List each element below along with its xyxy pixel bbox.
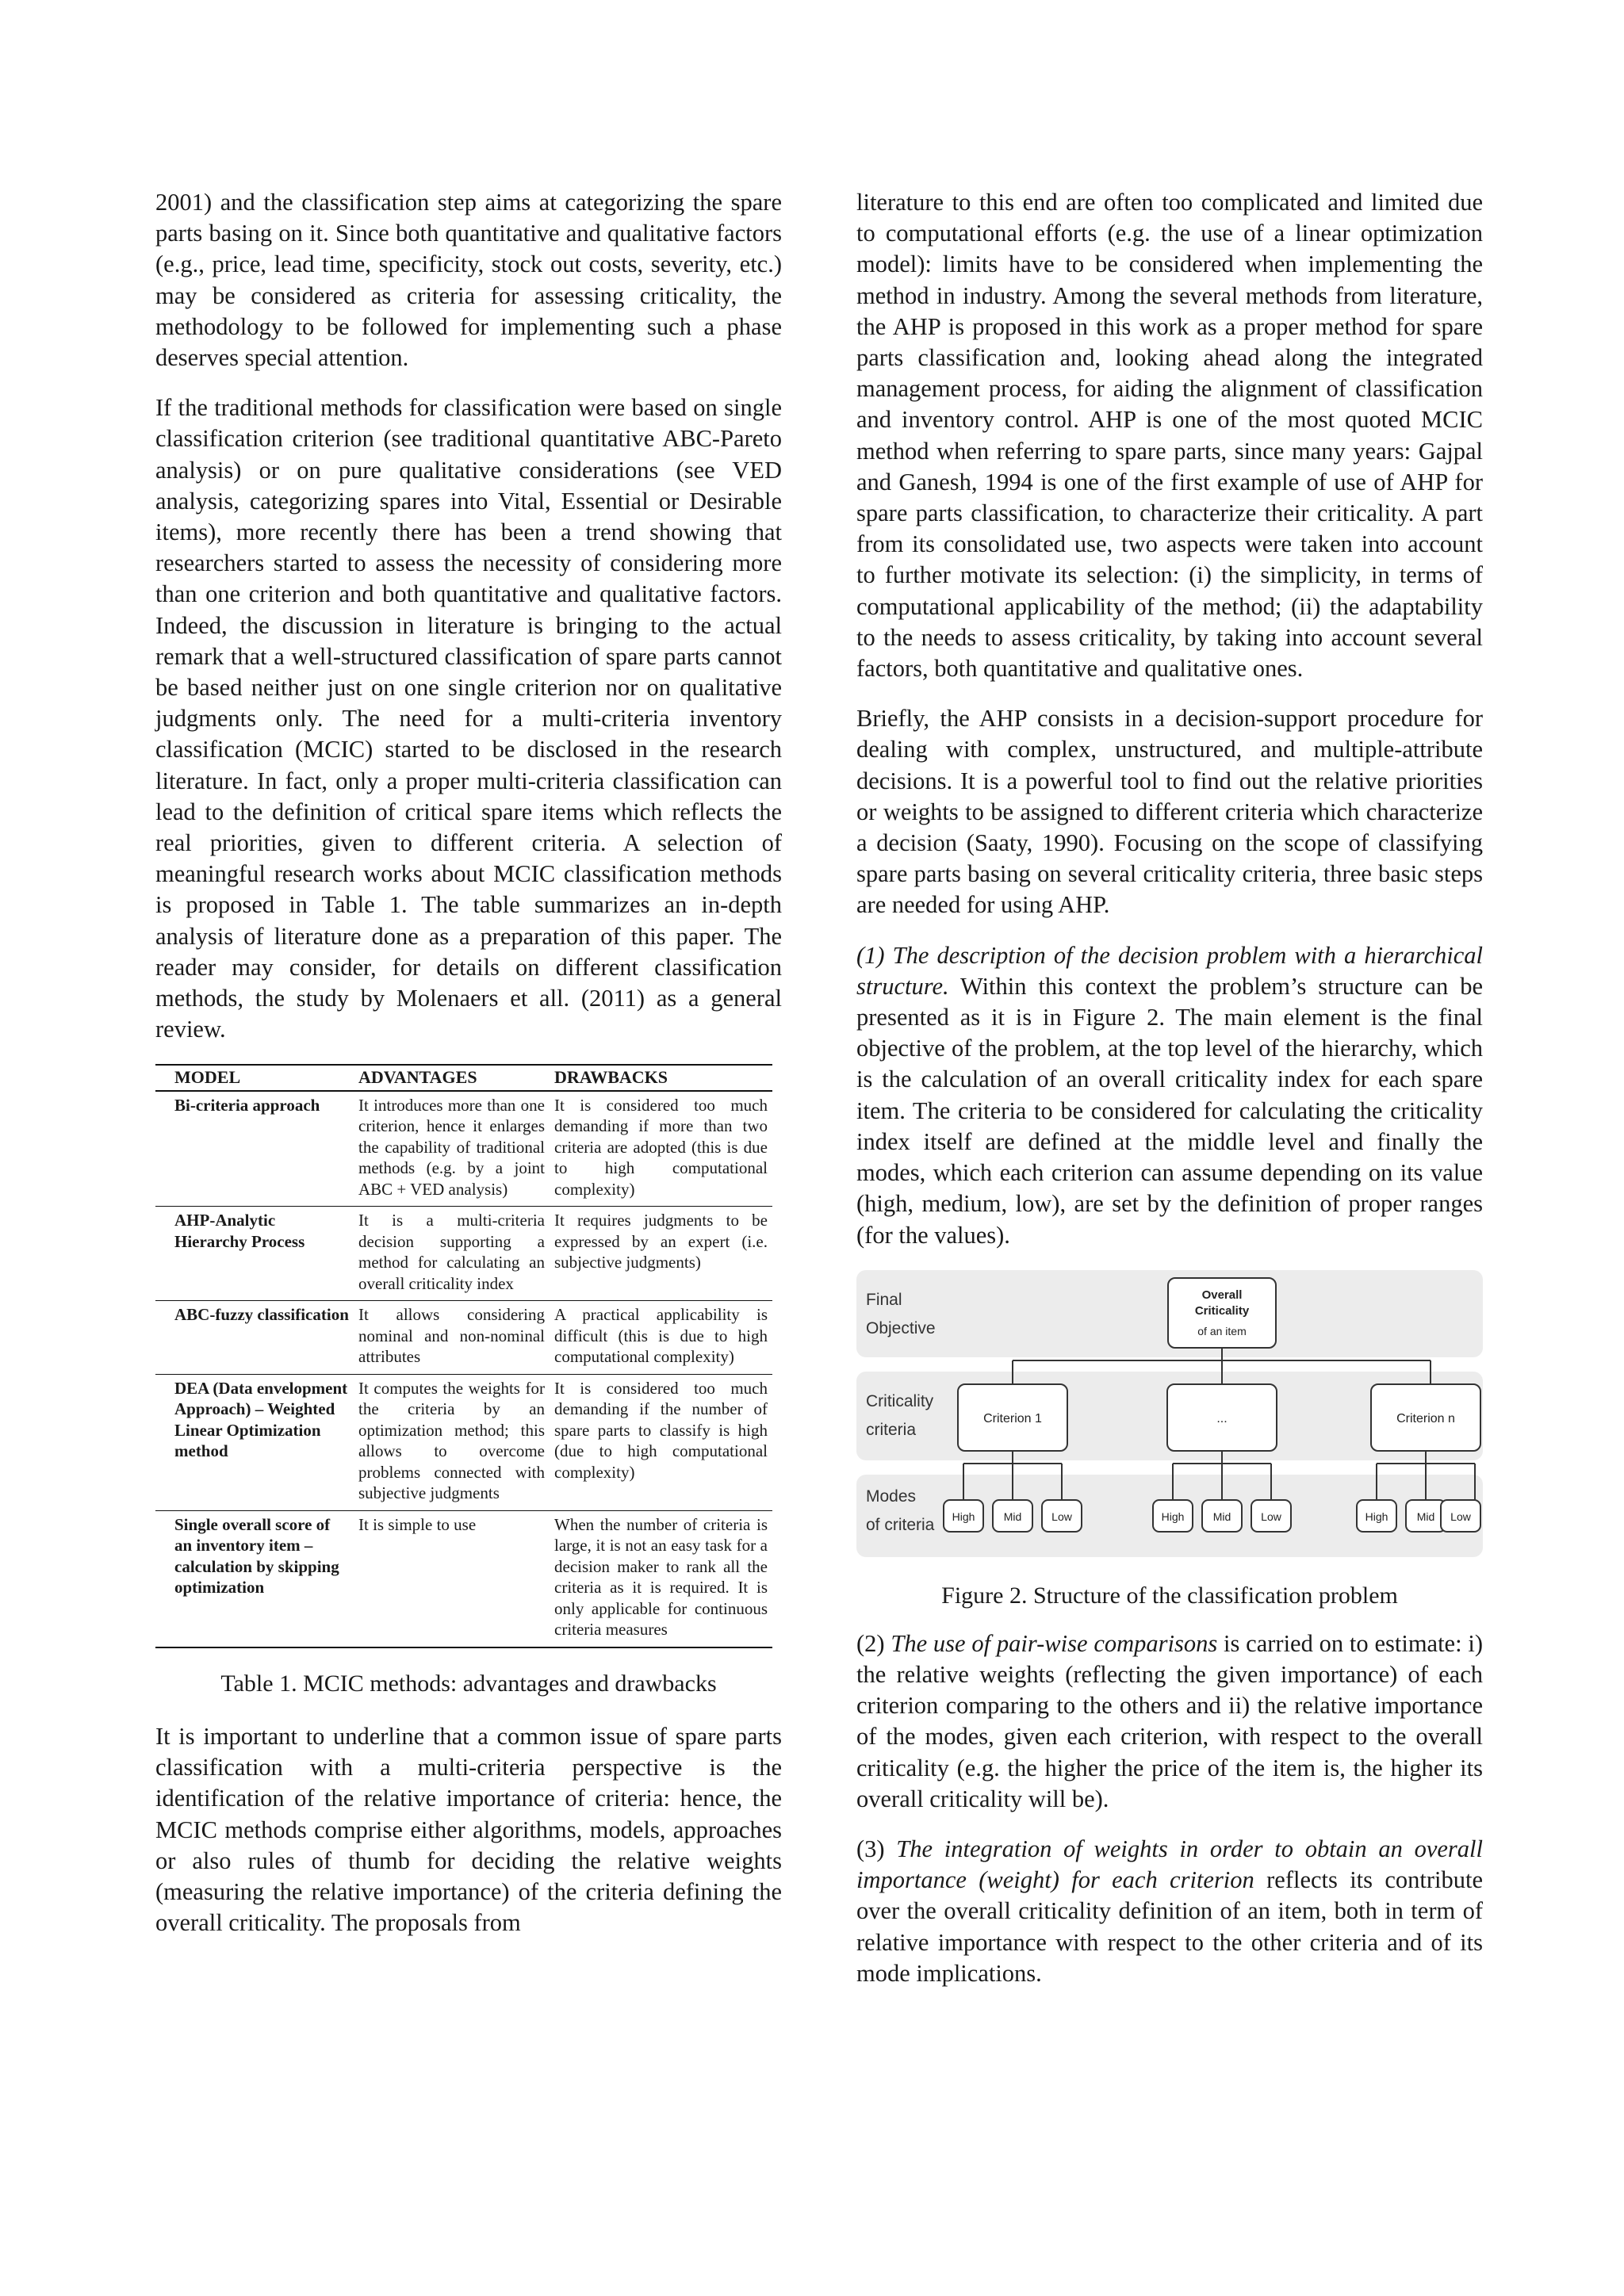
mode-low-label: Low	[1450, 1510, 1471, 1523]
step-1-title: (1) The description of the decision problem with a hierarchical structure.	[856, 941, 1483, 1000]
row-label-criteria: criteria	[866, 1420, 917, 1439]
paragraph	[856, 1628, 1483, 1815]
table-row	[155, 1510, 772, 1647]
table-row	[155, 1091, 772, 1207]
step-3-text: reflects its contribute over the overall criticality definition of an item, both in term of relative importance with respect to the other criteria and of its mode implications.	[856, 1866, 1484, 1987]
paragraph	[856, 940, 1483, 1251]
hierarchy-figure	[856, 1270, 1483, 1557]
criterion-1-label: Criterion 1	[983, 1411, 1042, 1425]
table-cell-drawbacks: When the number of criteria is large, it is not an easy task for a decision maker to rank all the criteria as it is required. It is only applicable for continuous criteria measures	[550, 1510, 772, 1647]
paragraph: If the traditional methods for classification were based on single classification criterion (see traditional quantitative ABC-Pareto analysis) or on pure qualitative considerations (see VED analysis, categorizing spares into Vital, Essential or Desirable items), more recently there has been a trend showing that researchers started to assess the necessity of considering more than one criterion and both quantitative and qualitative factors. Indeed, the discussion in literature is bringing to the actual remark that a well-structured classification of spare parts cannot be based neither just on one single criterion nor on qualitative judgments only. The need for a multi-criteria inventory classification (MCIC) started to be disclosed in the research literature. In fact, only a proper multi-criteria classification can lead to the definition of critical spare items which reflects the real priorities, given to different criteria. A selection of meaningful research works about MCIC classification methods is proposed in Table 1. The table summarizes an in-depth analysis of literature done as a preparation of this paper. The reader may consider, for details on different classification methods, the study by Molenaers et all. (2011) as a general review.	[155, 394, 782, 1043]
step-2-number: (2)	[856, 1629, 891, 1657]
top-box-line1: Overall	[1201, 1288, 1243, 1302]
table-cell-model: ABC-fuzzy classification	[155, 1301, 354, 1375]
table-cell-drawbacks: It is considered too much demanding if the number of spare parts to classify is high (due to high computational complexity)	[550, 1374, 772, 1510]
paragraph: Briefly, the AHP consists in a decision-support procedure for dealing with complex, unstructured, and multiple-attribute decisions. It is a powerful tool to find out the relative priorities or weights to be assigned to different criteria which characterize a decision (Saaty, 1990). Focusing on the scope of classifying spare parts basing on several criticality criteria, three basic steps are needed for using AHP.	[856, 705, 1483, 919]
table-caption: Table 1. MCIC methods: advantages and drawbacks	[220, 1670, 717, 1697]
step-3-number: (3)	[856, 1835, 897, 1862]
table-cell-advantages: It allows considering nominal and non-nominal attributes	[354, 1301, 550, 1375]
row-label-of-criteria: of criteria	[866, 1515, 935, 1534]
paragraph	[856, 1834, 1483, 1989]
modes-group-3	[1357, 1500, 1480, 1532]
table-cell-model: AHP-Analytic Hierarchy Process	[155, 1207, 354, 1301]
criterion-ellipsis-label: ...	[1216, 1411, 1228, 1425]
table-cell-model: Bi-criteria approach	[155, 1091, 354, 1207]
mode-low-label: Low	[1051, 1510, 1072, 1523]
modes-group-1	[944, 1500, 1082, 1532]
table-cell-drawbacks: It is considered too much demanding if more than two criteria are adopted (this is due to high computational complexity)	[550, 1091, 772, 1207]
mode-mid-label: Mid	[1212, 1510, 1231, 1523]
table-header-row	[155, 1065, 772, 1091]
table-row	[155, 1301, 772, 1375]
step-3-title: The integration of weights in order to obtain an overall importance (weight) for each criterion	[856, 1835, 1483, 1894]
table-cell-advantages: It is simple to use	[354, 1510, 550, 1647]
mode-low-label: Low	[1261, 1510, 1281, 1523]
table-row	[155, 1374, 772, 1510]
modes-group-2	[1153, 1500, 1291, 1532]
table-row	[155, 1207, 772, 1301]
top-box-line3: of an item	[1197, 1324, 1247, 1337]
top-box-line2: Criticality	[1194, 1303, 1250, 1318]
step-2-title: The use of pair-wise comparisons	[891, 1629, 1218, 1657]
mode-high-label: High	[1161, 1510, 1185, 1523]
table-cell-drawbacks: It requires judgments to be expressed by an expert (i.e. subjective judgments)	[550, 1207, 772, 1301]
paragraph: literature to this end are often too complicated and limited due to computational efforts (e.g. the use of a linear optimization model): limits have to be considered when implementing the method in industry. Among the several methods from literature, the AHP is proposed in this work as a proper method for spare parts classification and, looking ahead along the integrated management process, for aiding the alignment of classification and inventory control. AHP is one of the most quoted MCIC method when referring to spare parts, since many years: Gajpal and Ganesh, 1994 is one of the first example of use of AHP for spare parts classification, to characterize their criticality. A part from its consolidated use, two aspects were taken into account to further motivate its selection: (i) the simplicity, in terms of computational applicability of the method; (ii) the adaptability to the needs to assess criticality, by taking into account several factors, both quantitative and qualitative ones.	[856, 189, 1483, 683]
row-label-objective: Objective	[866, 1318, 936, 1337]
table-cell-advantages: It is a multi-criteria decision supporting a method for calculating an overall criticality index	[354, 1207, 550, 1301]
criterion-n-label: Criterion n	[1396, 1411, 1455, 1425]
row-label-final: Final	[866, 1290, 902, 1309]
mode-mid-label: Mid	[1416, 1510, 1435, 1523]
paragraph: 2001) and the classification step aims at categorizing the spare parts basing on it. Since both quantitative and qualitative factors (e.g., price, lead time, specificity, stock out costs, severity, etc.) may be considered as criteria for assessing criticality, the methodology to be followed for implementing such a phase deserves special attention.	[155, 189, 782, 372]
mcic-table	[155, 1064, 772, 1648]
row-label-criticality: Criticality	[866, 1391, 934, 1410]
paragraph: It is important to underline that a common issue of spare parts classification with a multi-criteria perspective is the identification of the relative importance of criteria: hence, the MCIC methods comprise either algorithms, models, approaches or also rules of thumb for deciding the relative weights (measuring the relative importance) of the criteria defining the overall criticality. The proposals from	[155, 1722, 782, 1937]
table-cell-model: DEA (Data envelopment Approach) – Weighted Linear Optimization method	[155, 1374, 354, 1510]
step-2-text: is carried on to estimate: i) the relative weights (reflecting the given importance) of each criterion comparing to the others and ii) the relative importance of the modes, given each criterion, with respect to the overall criticality (e.g. the higher the price of the item is, the higher its overall criticality will be).	[856, 1629, 1483, 1812]
mode-mid-label: Mid	[1003, 1510, 1022, 1523]
figure-caption: Figure 2. Structure of the classification problem	[941, 1582, 1398, 1609]
table-cell-model: Single overall score of an inventory item –calculation by skipping optimization	[155, 1510, 354, 1647]
left-column	[155, 187, 782, 1957]
table-header-model: MODEL	[155, 1065, 354, 1091]
row-label-modes: Modes	[866, 1487, 917, 1506]
table-header-drawbacks: DRAWBACKS	[550, 1065, 772, 1091]
step-1-text: Within this context the problem’s structure can be presented as it is in Figure 2. The main element is the final objective of the problem, at the top level of the hierarchy, which is the calculation of an overall criticality index for each spare item. The criteria to be considered for calculating the criticality index itself are defined at the middle level and finally the modes, which each criterion can assume depending on its value (high, medium, low), are set by the definition of proper ranges (for the values).	[856, 972, 1483, 1249]
table-header-advantages: ADVANTAGES	[354, 1065, 550, 1091]
table-cell-advantages: It computes the weights for the criteria by an optimization method; this allows to overcome problems connected with subjective judgments	[354, 1374, 550, 1510]
table-cell-advantages: It introduces more than one criterion, hence it enlarges the capability of traditional methods (e.g. by a joint ABC + VED analysis)	[354, 1091, 550, 1207]
mode-high-label: High	[1365, 1510, 1388, 1523]
mode-high-label: High	[952, 1510, 975, 1523]
right-column	[856, 187, 1483, 2008]
table-cell-drawbacks: A practical applicability is difficult (this is due to high computational complexity)	[550, 1301, 772, 1375]
